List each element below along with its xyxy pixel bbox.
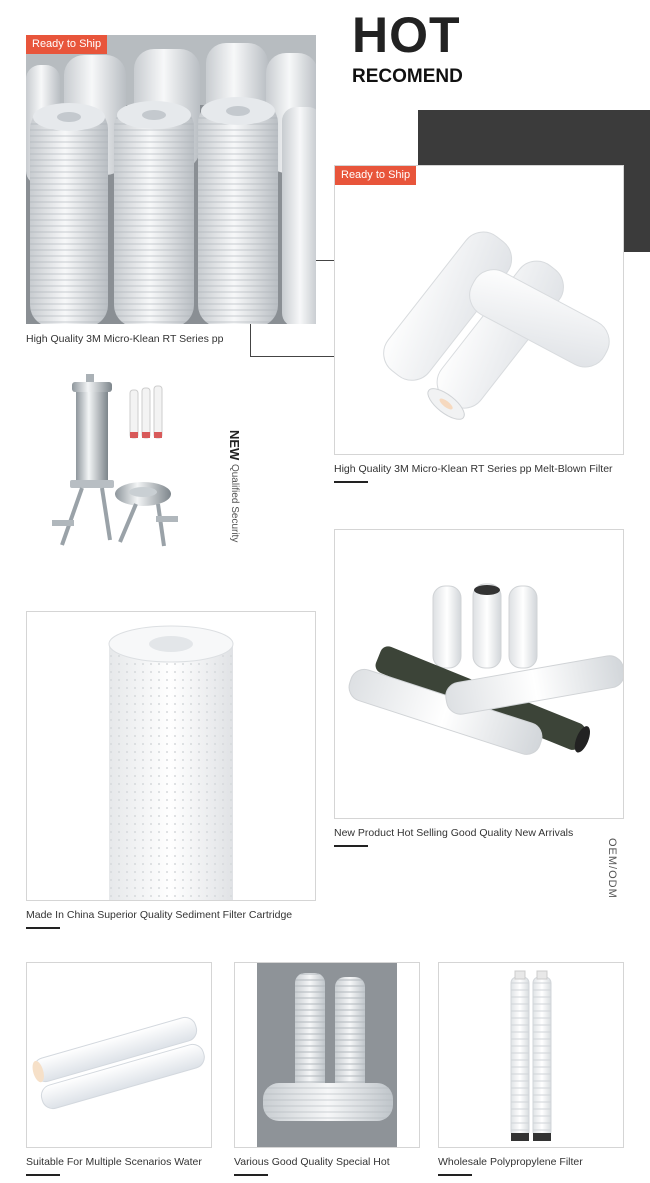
stainless-housing-image (48, 370, 188, 550)
title-underline (334, 845, 368, 847)
product-card-1[interactable] (26, 35, 316, 324)
oem-odm-label: OEM/ODM (606, 838, 618, 899)
connector-line (250, 356, 334, 357)
title-underline (334, 481, 368, 483)
section-subtitle-recomend: RECOMEND (352, 66, 463, 87)
product-title-2[interactable]: High Quality 3M Micro-Klean RT Series pp Melt-Blown Filter (334, 463, 613, 475)
title-underline (26, 1174, 60, 1176)
product-image-bulk-cartridges (26, 35, 316, 324)
product-card-4[interactable] (26, 611, 316, 901)
product-image-assorted-cartridges (335, 530, 623, 818)
product-title-6[interactable]: Various Good Quality Special Hot (234, 1156, 390, 1168)
qualified-security-label: Qualified Security (229, 463, 240, 543)
new-qualified-security-label (212, 430, 242, 542)
product-card-6[interactable] (234, 962, 420, 1148)
product-title-3[interactable]: New Product Hot Selling Good Quality New Arrivals (334, 827, 574, 839)
product-card-3[interactable] (334, 529, 624, 819)
title-underline (438, 1174, 472, 1176)
housing-illustration (48, 370, 188, 550)
title-underline (234, 1174, 268, 1176)
product-card-2[interactable] (334, 165, 624, 455)
product-image-melt-blown-filters (335, 166, 623, 454)
section-title-hot: HOT (352, 7, 461, 63)
product-card-5[interactable] (26, 962, 212, 1148)
product-title-7[interactable]: Wholesale Polypropylene Filter (438, 1156, 583, 1168)
product-image-water-cartridges (27, 963, 211, 1147)
product-title-4[interactable]: Made In China Superior Quality Sediment Filter Cartridge (26, 909, 293, 921)
product-image-polypropylene-filter (439, 963, 623, 1147)
new-label: NEW (227, 430, 242, 461)
product-image-pleated-cartridges (235, 963, 419, 1147)
connector-line (250, 324, 251, 357)
product-title-1[interactable]: High Quality 3M Micro-Klean RT Series pp (26, 333, 224, 345)
product-image-sediment-cartridge (27, 612, 315, 900)
ready-to-ship-badge: Ready to Ship (26, 35, 107, 54)
title-underline (26, 927, 60, 929)
product-title-5[interactable]: Suitable For Multiple Scenarios Water (26, 1156, 202, 1168)
connector-line (316, 260, 334, 261)
product-card-7[interactable] (438, 962, 624, 1148)
ready-to-ship-badge: Ready to Ship (335, 166, 416, 185)
